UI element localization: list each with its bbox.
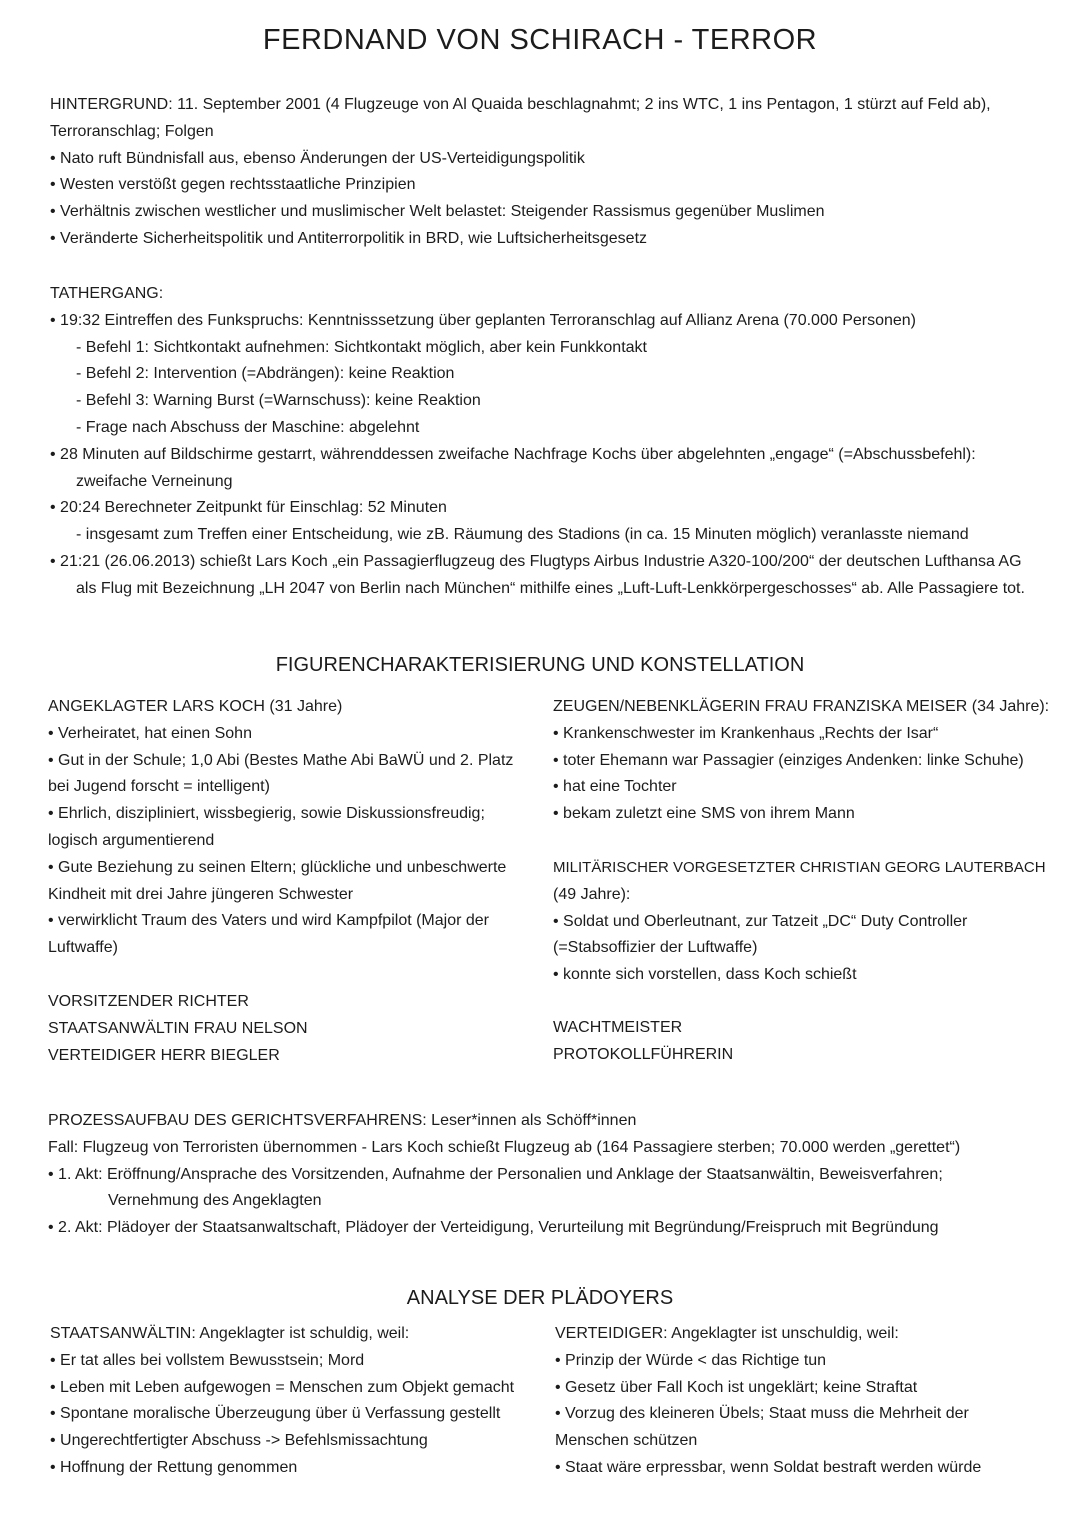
hintergrund-line: HINTERGRUND: 11. September 2001 (4 Flugzeuge von Al Quaida beschlagnahmt; 2 ins WTC, 1 ins Pentagon, 1 stürzt auf Feld ab), [50,96,991,113]
lauterbach-heading: MILITÄRISCHER VORGESETZTER CHRISTIAN GEORG LAUTERBACH [553,859,1046,876]
tathergang-line: • 21:21 (26.06.2013) schießt Lars Koch „ein Passagierflugzeug des Flugtyps Airbus Industrie A320-100/200“ der deutschen Lufthansa AG [50,552,1022,570]
tathergang-line: zweifache Verneinung [76,472,233,490]
prozess-line: • 1. Akt: Eröffnung/Ansprache des Vorsitzenden, Aufnahme der Personalien und Anklage der Staatsanwältin, Beweisverfahren; [48,1165,943,1183]
tathergang-line: - Befehl 3: Warning Burst (=Warnschuss): keine Reaktion [76,392,481,410]
koch-line: • verwirklicht Traum des Vaters und wird Kampfpilot (Major der [48,912,490,930]
staatsanwaeltin-section [50,1321,530,1482]
prozess-section [48,1108,1068,1242]
tathergang-line: • 28 Minuten auf Bildschirme gestarrt, währenddessen zweifache Nachfrage Kochs über abgelehnten „engage“ (=Abschussbefehl): [50,445,976,463]
prozess-line: Vernehmung des Angeklagten [108,1192,322,1210]
tathergang-line: • 19:32 Eintreffen des Funkspruchs: Kenntnisssetzung über geplanten Terroranschlag auf Allianz Arena (70.000 Personen) [50,311,917,329]
hintergrund-item: • Westen verstößt gegen rechtsstaatliche Prinzipien [50,176,416,194]
verteidiger-line: • Gesetz über Fall Koch ist ungeklärt; keine Straftat [555,1378,918,1396]
figure-name: PROTOKOLLFÜHRERIN [553,1045,734,1063]
figure-name: STAATSANWÄLTIN FRAU NELSON [48,1019,308,1037]
hintergrund-item: • Verhältnis zwischen westlicher und muslimischer Welt belastet: Steigender Rassismus gegenüber Muslimen [50,203,825,221]
tathergang-line: • 20:24 Berechneter Zeitpunkt für Einschlag: 52 Minuten [50,499,447,517]
page-title: FERDNAND VON SCHIRACH - TERROR [262,24,818,56]
verteidiger-line: Menschen schützen [555,1432,698,1450]
koch-section [48,694,528,962]
lauterbach-heading: (49 Jahre): [553,885,631,903]
koch-line: bei Jugend forscht = intelligent) [48,778,270,796]
prozess-heading: PROZESSAUFBAU DES GERICHTSVERFAHRENS: Leser*innen als Schöff*innen [48,1112,637,1129]
tathergang-line: - insgesamt zum Treffen einer Entscheidung, wie zB. Räumung des Stadions (in ca. 15 Minuten möglich) veranlasste niemand [76,526,969,544]
figure-name: VORSITZENDER RICHTER [48,993,249,1010]
tathergang-heading: TATHERGANG: [50,285,164,302]
meiser-line: • bekam zuletzt eine SMS von ihrem Mann [553,805,855,823]
meiser-line: • Krankenschwester im Krankenhaus „Rechts der Isar“ [553,724,939,742]
koch-line: • Gut in der Schule; 1,0 Abi (Bestes Mathe Abi BaWÜ und 2. Platz [48,751,514,769]
other-figures-right [553,1015,1053,1069]
figure-name: VERTEIDIGER HERR BIEGLER [48,1046,280,1064]
verteidiger-heading: VERTEIDIGER: Angeklagter ist unschuldig, weil: [555,1325,899,1342]
meiser-line: • toter Ehemann war Passagier (einziges Andenken: linke Schuhe) [553,751,1024,769]
koch-line: • Ehrlich, diszipliniert, wissbegierig, sowie Diskussionsfreudig; [48,805,485,823]
tathergang-section [50,281,1070,603]
lauterbach-line: • Soldat und Oberleutnant, zur Tatzeit „DC“ Duty Controller [553,912,968,930]
lauterbach-section [553,855,1053,989]
lauterbach-line: • konnte sich vorstellen, dass Koch schießt [553,966,857,984]
meiser-heading: ZEUGEN/NEBENKLÄGERIN FRAU FRANZISKA MEISER (34 Jahre): [553,698,1050,715]
hintergrund-item: • Veränderte Sicherheitspolitik und Antiterrorpolitik in BRD, wie Luftsicherheitsgesetz [50,229,648,247]
tathergang-line: als Flug mit Bezeichnung „LH 2047 von Berlin nach München“ mithilfe eines „Luft-Luft-Lenkkörpergeschosses“ ab. Alle Passagiere tot. [76,579,1025,597]
koch-line: Kindheit mit drei Jahre jüngeren Schwester [48,885,354,903]
hintergrund-section [50,92,1060,253]
staatsanwaeltin-line: • Hoffnung der Rettung genommen [50,1458,298,1476]
prozess-line: Fall: Flugzeug von Terroristen übernommen - Lars Koch schießt Flugzeug ab (164 Passagiere sterben; 70.000 werden „gerettet“) [48,1138,961,1156]
meiser-line: • hat eine Tochter [553,778,677,796]
staatsanwaeltin-line: • Ungerechtfertigter Abschuss -> Befehlsmissachtung [50,1432,428,1450]
prozess-line: • 2. Akt: Plädoyer der Staatsanwaltschaft, Plädoyer der Verteidigung, Verurteilung mit Begründung/Freispruch mit Begründung [48,1219,939,1237]
verteidiger-section [555,1321,1055,1482]
analyse-heading: ANALYSE DER PLÄDOYERS [406,1287,674,1309]
koch-line: Luftwaffe) [48,939,118,957]
hintergrund-item: • Nato ruft Bündnisfall aus, ebenso Änderungen der US-Verteidigungspolitik [50,149,585,167]
meiser-section [553,694,1053,828]
staatsanwaeltin-heading: STAATSANWÄLTIN: Angeklagter ist schuldig, weil: [50,1325,410,1342]
figure-name: WACHTMEISTER [553,1019,683,1036]
other-figures-left [48,989,528,1069]
koch-line: • Verheiratet, hat einen Sohn [48,724,252,742]
tathergang-line: - Befehl 1: Sichtkontakt aufnehmen: Sichtkontakt möglich, aber kein Funkkontakt [76,338,647,356]
tathergang-line: - Frage nach Abschuss der Maschine: abgelehnt [76,418,420,436]
koch-line: • Gute Beziehung zu seinen Eltern; glückliche und unbeschwerte [48,858,507,876]
tathergang-line: - Befehl 2: Intervention (=Abdrängen): keine Reaktion [76,365,455,383]
verteidiger-line: • Vorzug des kleineren Übels; Staat muss die Mehrheit der [555,1405,969,1423]
staatsanwaeltin-line: • Leben mit Leben aufgewogen = Menschen zum Objekt gemacht [50,1378,515,1396]
staatsanwaeltin-line: • Er tat alles bei vollstem Bewusstsein; Mord [50,1351,365,1369]
figuren-heading: FIGURENCHARAKTERISIERUNG UND KONSTELLATION [275,654,805,676]
koch-heading: ANGEKLAGTER LARS KOCH (31 Jahre) [48,698,343,715]
lauterbach-line: (=Stabsoffizier der Luftwaffe) [553,939,758,957]
verteidiger-line: • Prinzip der Würde < das Richtige tun [555,1351,827,1369]
staatsanwaeltin-line: • Spontane moralische Überzeugung über ü Verfassung gestellt [50,1405,501,1423]
verteidiger-line: • Staat wäre erpressbar, wenn Soldat bestraft werden würde [555,1458,982,1476]
hintergrund-line: Terroranschlag; Folgen [50,122,214,140]
koch-line: logisch argumentierend [48,831,215,849]
